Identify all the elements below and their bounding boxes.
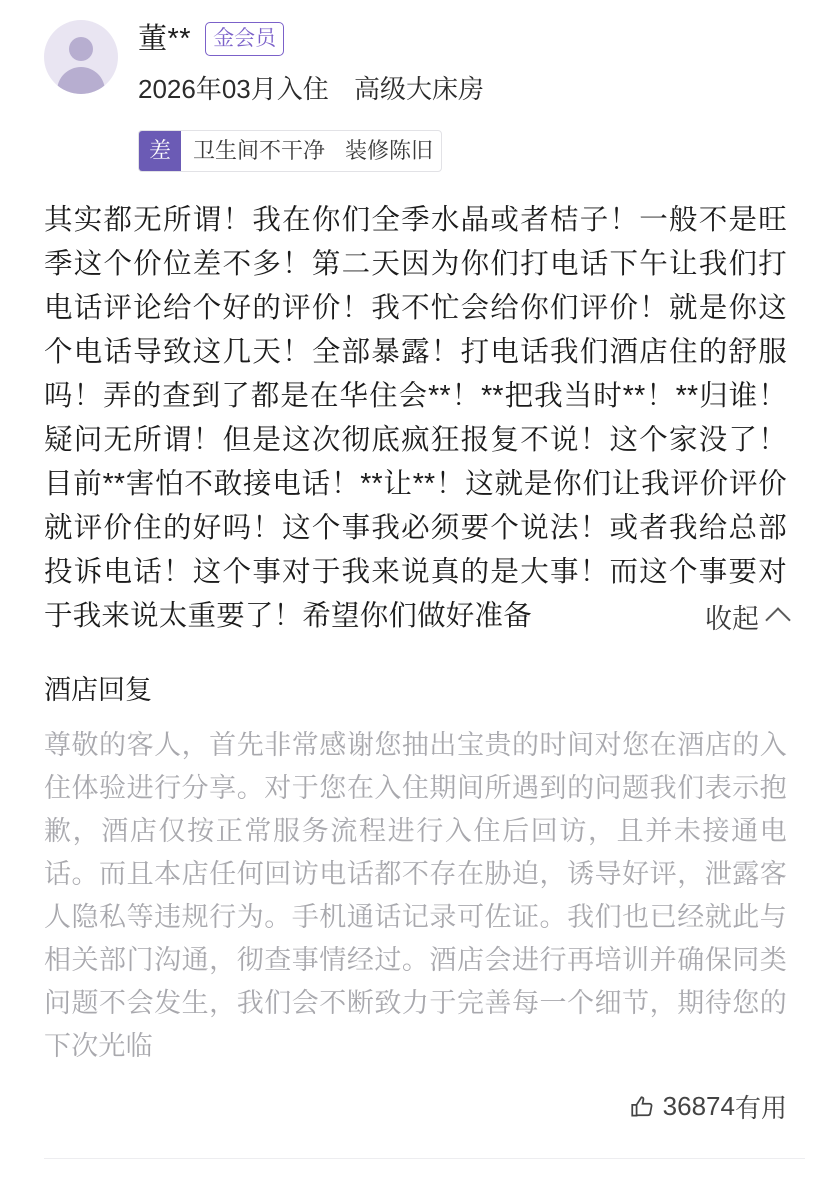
thumbs-up-icon xyxy=(629,1094,655,1120)
useful-count: 36874 xyxy=(662,1091,735,1121)
avatar-body-shape xyxy=(57,67,105,94)
member-badge: 金会员 xyxy=(205,22,284,56)
avatar[interactable] xyxy=(44,20,118,94)
hotel-reply-block xyxy=(44,672,787,1068)
header-details xyxy=(138,20,787,106)
review-content: 其实都无所谓！我在你们全季水晶或者桔子！一般不是旺季这个价位差不多！第二天因为你们打电话下午让我们打电话评论给个好的评价！我不忙会给你们评价！就是你这个电话导致这几天！全部暴露！打电话我们酒店住的舒服吗！弄的查到了都是在华住会**！**把我当时**！**归谁！疑问无所谓！但是这次彻底疯狂报复不说！这个家没了！目前**害怕不敢接电话！**让**！这就是你们让我评价评价就评价住的好吗！这个事我必须要个说法！或者我给总部投诉电话！这个事对于我来说真的是大事！而这个事要对于我来说太重要了！希望你们做好准备 xyxy=(44,204,787,632)
stay-info xyxy=(138,72,787,106)
stay-date: 2026年03月入住 xyxy=(138,74,329,104)
user-name: 董** xyxy=(138,23,192,55)
section-divider xyxy=(44,1158,805,1159)
useful-button[interactable] xyxy=(629,1088,787,1125)
rating-badge: 差 xyxy=(139,131,181,171)
useful-suffix: 有用 xyxy=(734,1093,787,1123)
review-header xyxy=(44,20,787,106)
name-line xyxy=(138,20,787,58)
collapse-label: 收起 xyxy=(705,603,759,634)
useful-row xyxy=(44,1088,787,1125)
tag-item[interactable]: 装修陈旧 xyxy=(345,138,434,163)
room-type: 高级大床房 xyxy=(354,74,485,104)
reply-title: 酒店回复 xyxy=(44,675,152,705)
reply-text: 尊敬的客人，首先非常感谢您抽出宝贵的时间对您在酒店的入住体验进行分享。对于您在入住期间所遇到的问题我们表示抱歉，酒店仅按正常服务流程进行入住后回访，且并未接通电话。而且本店任何回访电话都不存在胁迫，诱导好评，泄露客人隐私等违规行为。手机通话记录可佐证。我们也已经就此与相关部门沟通，彻查事情经过。酒店会进行再培训并确保同类问题不会发生，我们会不断致力于完善每一个细节，期待您的下次光临 xyxy=(44,730,787,1061)
tag-item[interactable]: 卫生间不干净 xyxy=(193,138,326,163)
avatar-head-shape xyxy=(69,37,93,61)
rating-tags-row xyxy=(138,130,442,172)
